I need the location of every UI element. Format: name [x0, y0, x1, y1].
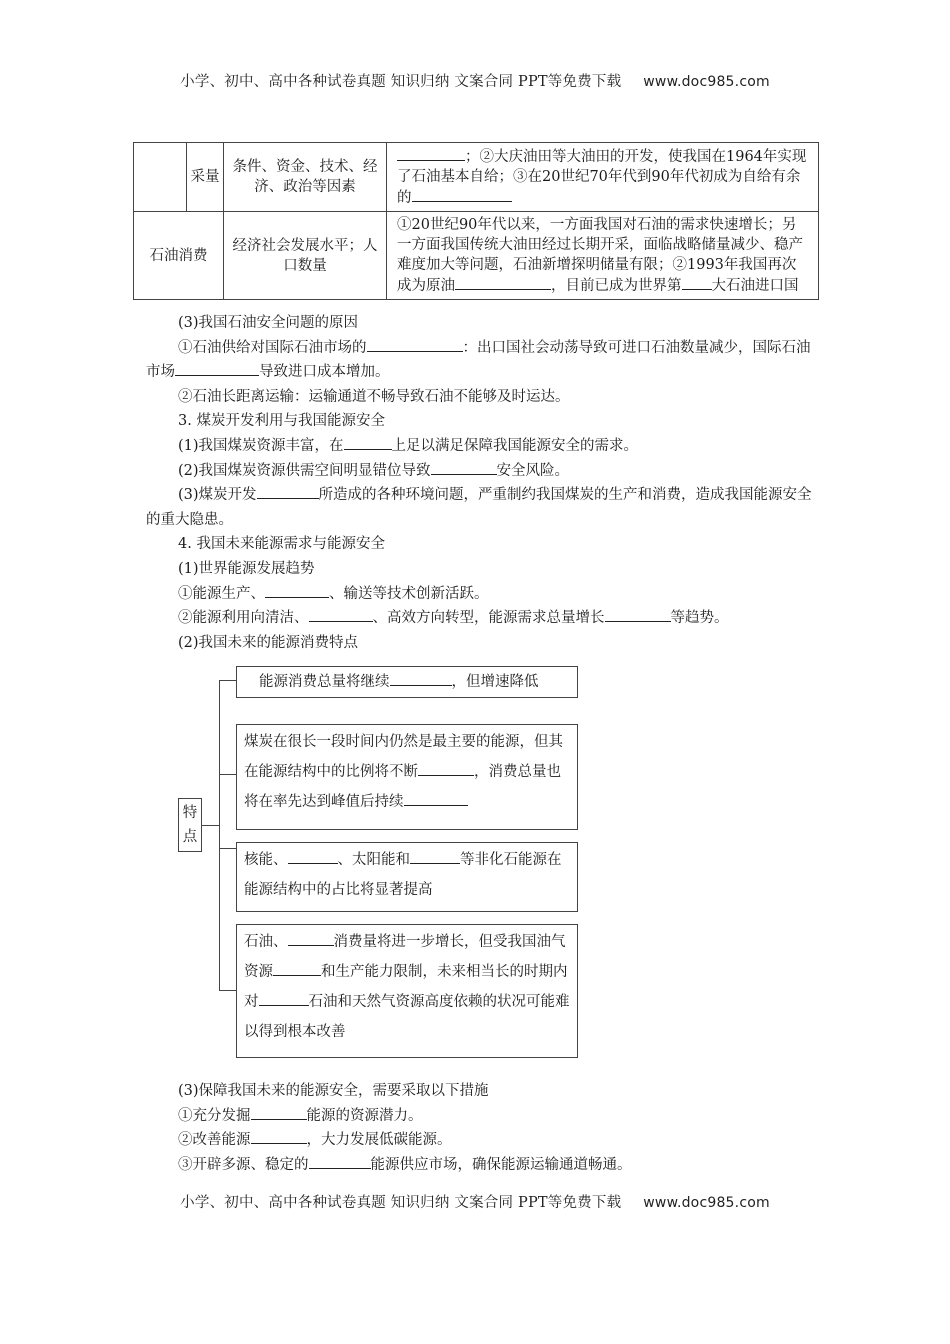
bracket-line — [219, 680, 220, 990]
table-cell-factors: 经济社会发展水平；人口数量 — [224, 212, 387, 300]
fill-blank[interactable] — [367, 337, 463, 352]
fill-blank[interactable] — [309, 607, 373, 622]
fill-blank[interactable] — [431, 460, 497, 475]
table-cell-label: 采量 — [187, 143, 224, 212]
table-cell-desc: ①20世纪90年代以来，一方面我国对石油的需求快速增长；另一方面我国传统大油田经过长期开采，面临战略储量减少、稳产难度加大等问题，石油新增探明储量有限；②1993年我国再次成为原油 ，目前已成为世界第 大石油进口国 — [387, 212, 819, 300]
paragraph: ②改善能源 ，大力发展低碳能源。 — [146, 1128, 818, 1153]
fill-blank[interactable] — [412, 187, 512, 202]
table-row — [134, 143, 819, 212]
paragraph: ②石油长距离运输：运输通道不畅导致石油不能够及时运达。 — [178, 388, 570, 405]
feature-box-total: 能源消费总量将继续 ，但增速降低 — [236, 666, 578, 698]
section-heading: 3. 煤炭开发利用与我国能源安全 — [178, 413, 385, 430]
fill-blank[interactable] — [265, 583, 329, 598]
fill-blank[interactable] — [309, 1154, 371, 1169]
paragraph: (2)我国煤炭资源供需空间明显错位导致 安全风险。 — [146, 459, 818, 484]
section-heading: (3)我国石油安全问题的原因 — [178, 315, 359, 331]
fill-blank[interactable] — [344, 435, 392, 450]
connector-line — [219, 990, 236, 991]
header-text: 小学、初中、高中各种试卷真题 知识归纳 文案合同 PPT等免费下载 — [180, 74, 622, 90]
table-cell-factors: 条件、资金、技术、经济、政治等因素 — [224, 143, 387, 212]
header-site[interactable]: www.doc985.com — [643, 74, 770, 90]
fill-blank[interactable] — [251, 1129, 307, 1144]
fill-blank[interactable] — [455, 275, 551, 290]
fill-blank[interactable] — [175, 361, 259, 376]
diagram-label: 特点 — [178, 798, 202, 852]
fill-blank[interactable] — [418, 761, 474, 776]
fill-blank[interactable] — [410, 849, 460, 864]
fill-blank[interactable] — [390, 671, 452, 686]
subsection-heading: (3)保障我国未来的能源安全，需要采取以下措施 — [178, 1083, 489, 1099]
connector-line — [202, 825, 219, 826]
connector-line — [219, 774, 236, 775]
subsection-heading: (2)我国未来的能源消费特点 — [178, 634, 359, 651]
oil-table — [133, 142, 819, 300]
section-heading: 4. 我国未来能源需求与能源安全 — [178, 536, 385, 553]
page-header — [0, 70, 950, 91]
fill-blank[interactable] — [605, 607, 671, 622]
paragraph: (1)我国煤炭资源丰富，在 上足以满足保障我国能源安全的需求。 — [146, 434, 818, 459]
feature-box-coal: 煤炭在很长一段时间内仍然是最主要的能源，但其在能源结构中的比例将不断 ，消费总量也将在率先达到峰值后持续 — [236, 724, 578, 830]
features-diagram — [178, 662, 598, 1062]
fill-blank[interactable] — [288, 931, 334, 946]
paragraph: (3)煤炭开发 所造成的各种环境问题，严重制约我国煤炭的生产和消费，造成我国能源安全的重大隐患。 — [146, 483, 818, 532]
measures-text — [146, 1079, 818, 1177]
fill-blank[interactable] — [259, 991, 309, 1006]
fill-blank[interactable] — [288, 849, 338, 864]
table-row — [134, 212, 819, 300]
feature-box-nonfossil: 核能、 、太阳能和 等非化石能源在能源结构中的占比将显著提高 — [236, 842, 578, 912]
table-cell-empty — [134, 143, 187, 212]
body-text — [146, 311, 818, 655]
connector-line — [219, 680, 236, 681]
connector-line — [219, 848, 236, 849]
table-cell-category: 石油消费 — [134, 212, 224, 300]
fill-blank[interactable] — [397, 146, 465, 161]
fill-blank[interactable] — [251, 1105, 307, 1120]
paragraph: ③开辟多源、稳定的 能源供应市场，确保能源运输通道畅通。 — [146, 1153, 818, 1178]
fill-blank[interactable] — [273, 961, 321, 976]
footer-text: 小学、初中、高中各种试卷真题 知识归纳 文案合同 PPT等免费下载 — [180, 1195, 622, 1211]
fill-blank[interactable] — [682, 275, 712, 290]
paragraph: ①充分发掘 能源的资源潜力。 — [146, 1104, 818, 1129]
fill-blank[interactable] — [257, 484, 319, 499]
fill-blank[interactable] — [404, 791, 468, 806]
page-footer — [0, 1191, 950, 1212]
table-cell-desc: ；②大庆油田等大油田的开发，使我国在1964年实现了石油基本自给；③在20世纪70年代到90年代初成为自给有余的 — [387, 143, 819, 212]
footer-site[interactable]: www.doc985.com — [643, 1195, 770, 1211]
paragraph: ①能源生产、 、输送等技术创新活跃。 — [146, 582, 818, 607]
paragraph: ②能源利用向清洁、 、高效方向转型，能源需求总量增长 等趋势。 — [146, 606, 818, 631]
paragraph: ①石油供给对国际石油市场的 ：出口国社会动荡导致可进口石油数量减少，国际石油市场 导致进口成本增加。 — [146, 336, 818, 385]
feature-box-oilgas: 石油、 消费量将进一步增长，但受我国油气资源 和生产能力限制，未来相当长的时期内对 石油和天然气资源高度依赖的状况可能难以得到根本改善 — [236, 924, 578, 1058]
subsection-heading: (1)世界能源发展趋势 — [178, 560, 315, 577]
